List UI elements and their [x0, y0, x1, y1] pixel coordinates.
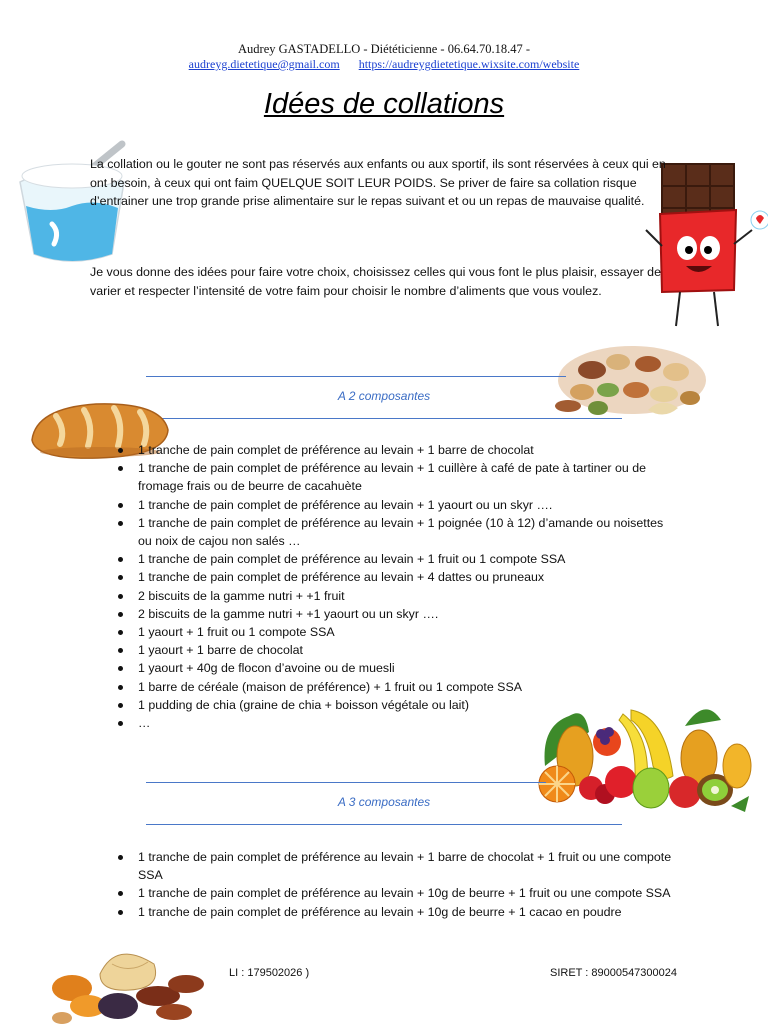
- list-item: 1 tranche de pain complet de préférence au levain + 10g de beurre + 1 cacao en poudre: [118, 903, 678, 921]
- list-item: 1 tranche de pain complet de préférence au levain + 1 barre de chocolat + 1 fruit ou une compote SSA: [118, 848, 678, 884]
- snack-list-2-components: [118, 441, 678, 732]
- section-divider-top: [146, 376, 566, 377]
- snack-list-3-components: [118, 848, 678, 921]
- mixed-nuts-image: [552, 340, 708, 424]
- list-item: …: [118, 714, 678, 732]
- list-item: 2 biscuits de la gamme nutri + +1 yaourt ou un skyr ….: [118, 605, 678, 623]
- intro-paragraph: La collation ou le gouter ne sont pas réservés aux enfants ou aux sportif, ils sont réservées à ceux qui en ont besoin, à ceux qui ont faim QUELQUE SOIT LEUR POIDS. Se priver de faire sa collation risque d’entrainer une trop grande prise alimentaire sur le repas suivant et ou un repas de mauvaise qualité.: [90, 157, 666, 208]
- list-item: 1 yaourt + 1 fruit ou 1 compote SSA: [118, 623, 678, 641]
- list-item: 1 yaourt + 40g de flocon d’avoine ou de muesli: [118, 659, 678, 677]
- page-title: Idées de collations: [263, 88, 505, 120]
- header-links: [0, 57, 768, 72]
- dried-fruits-image: [50, 944, 206, 1024]
- section-label-3-components: A 3 composantes: [337, 795, 431, 809]
- footer-license: LI : 179502026 ): [229, 967, 310, 979]
- list-item: 2 biscuits de la gamme nutri + +1 fruit: [118, 587, 678, 605]
- footer-siret: SIRET : 89000547300024: [550, 967, 678, 979]
- list-item: 1 barre de céréale (maison de préférence) + 1 fruit ou 1 compote SSA: [118, 678, 678, 696]
- list-item: 1 tranche de pain complet de préférence au levain + 1 cuillère à café de pate à tartiner ou de fromage frais ou de beurre de cacahuète: [118, 459, 678, 495]
- header-contact-line: Audrey GASTADELLO - Diététicienne - 06.64.70.18.47 -: [238, 42, 530, 56]
- section-label-2-components: A 2 composantes: [337, 389, 431, 403]
- section-divider-bottom: [146, 418, 622, 419]
- list-item: 1 tranche de pain complet de préférence au levain + 1 fruit ou 1 compote SSA: [118, 550, 678, 568]
- list-item: 1 yaourt + 1 barre de chocolat: [118, 641, 678, 659]
- section-divider-top-2: [146, 782, 546, 783]
- section-divider-bottom-2: [146, 824, 622, 825]
- list-item: 1 pudding de chia (graine de chia + boisson végétale ou lait): [118, 696, 678, 714]
- list-item: 1 tranche de pain complet de préférence au levain + 4 dattes ou pruneaux: [118, 568, 678, 586]
- list-item: 1 tranche de pain complet de préférence au levain + 1 barre de chocolat: [118, 441, 678, 459]
- website-link[interactable]: https://audreygdietetique.wixsite.com/website: [358, 57, 580, 71]
- advice-paragraph: Je vous donne des idées pour faire votre choix, choisissez celles qui vous font le plus plaisir, essayer de varier et respecter l’intensité de votre faim pour choisir le nombre d’aliments que vous voulez.: [90, 265, 661, 298]
- email-link[interactable]: audreyg.dietetique@gmail.com: [188, 57, 340, 71]
- list-item: 1 tranche de pain complet de préférence au levain + 1 poignée (10 à 12) d’amande ou noisettes ou noix de cajou non salés …: [118, 514, 678, 550]
- list-item: 1 tranche de pain complet de préférence au levain + 1 yaourt ou un skyr ….: [118, 496, 678, 514]
- list-item: 1 tranche de pain complet de préférence au levain + 10g de beurre + 1 fruit ou une compote SSA: [118, 884, 678, 902]
